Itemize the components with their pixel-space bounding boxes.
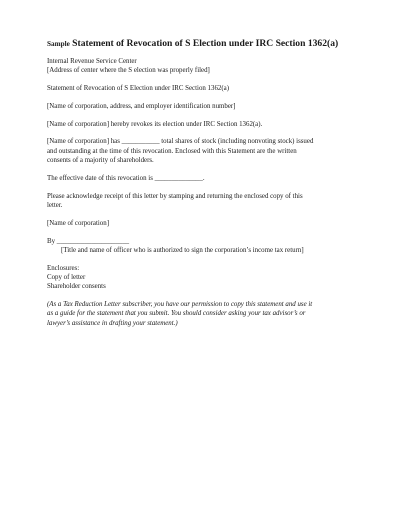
revocation-statement-text: [Name of corporation] hereby revokes its election under IRC Section 1362(a). bbox=[47, 120, 263, 128]
signature-corp-name bbox=[47, 219, 365, 228]
signature-corp-name-text: [Name of corporation] bbox=[47, 219, 109, 227]
address-line-2: [Address of center where the S election was properly filed] bbox=[47, 67, 210, 75]
shares-paragraph bbox=[47, 137, 365, 165]
signature-officer-line: [Title and name of officer who is authorized to sign the corporation’s income tax return] bbox=[61, 246, 304, 254]
acknowledge-line-2: letter. bbox=[47, 201, 63, 209]
enclosure-item-copy: Copy of letter bbox=[47, 273, 86, 281]
subscriber-note bbox=[47, 300, 365, 328]
address-block bbox=[47, 57, 365, 76]
address-line-1: Internal Revenue Service Center bbox=[47, 58, 137, 65]
signature-block bbox=[47, 237, 365, 256]
acknowledge-line-1: Please acknowledge receipt of this letter by stamping and returning the enclosed copy of this bbox=[47, 192, 303, 200]
shares-line-3: consents of a majority of shareholders. bbox=[47, 157, 154, 165]
enclosures-heading: Enclosures: bbox=[47, 264, 80, 272]
shares-line-2: and outstanding at the time of this revocation. Enclosed with this Statement are the written bbox=[47, 147, 297, 155]
statement-heading-text: Statement of Revocation of S Election under IRC Section 1362(a) bbox=[47, 85, 229, 93]
document-title bbox=[47, 38, 365, 50]
enclosure-item-consents: Shareholder consents bbox=[47, 283, 106, 291]
enclosures-block bbox=[47, 264, 365, 292]
signature-by-line: By _____________________ bbox=[47, 237, 130, 245]
statement-heading bbox=[47, 84, 365, 93]
acknowledge-paragraph bbox=[47, 192, 365, 211]
note-line-2: as a guide for the statement that you submit. You should consider asking your tax advisor’s or bbox=[47, 310, 306, 318]
effective-date bbox=[47, 174, 365, 183]
title-text: Statement of Revocation of S Election under IRC Section 1362(a) bbox=[72, 38, 339, 49]
title-prefix: Sample bbox=[47, 40, 70, 48]
corporation-info-text: [Name of corporation, address, and employer identification number] bbox=[47, 102, 236, 110]
note-line-1: (As a Tax Reduction Letter subscriber, you have our permission to copy this statement and use it bbox=[47, 301, 313, 309]
revocation-statement bbox=[47, 120, 365, 129]
shares-line-1: [Name of corporation] has ___________ total shares of stock (including nonvoting stock) issued bbox=[47, 138, 314, 146]
corporation-info bbox=[47, 102, 365, 111]
note-line-3: lawyer’s assistance in drafting your statement.) bbox=[47, 319, 178, 327]
effective-date-text: The effective date of this revocation is ______________. bbox=[47, 174, 205, 182]
document-page bbox=[47, 38, 365, 336]
